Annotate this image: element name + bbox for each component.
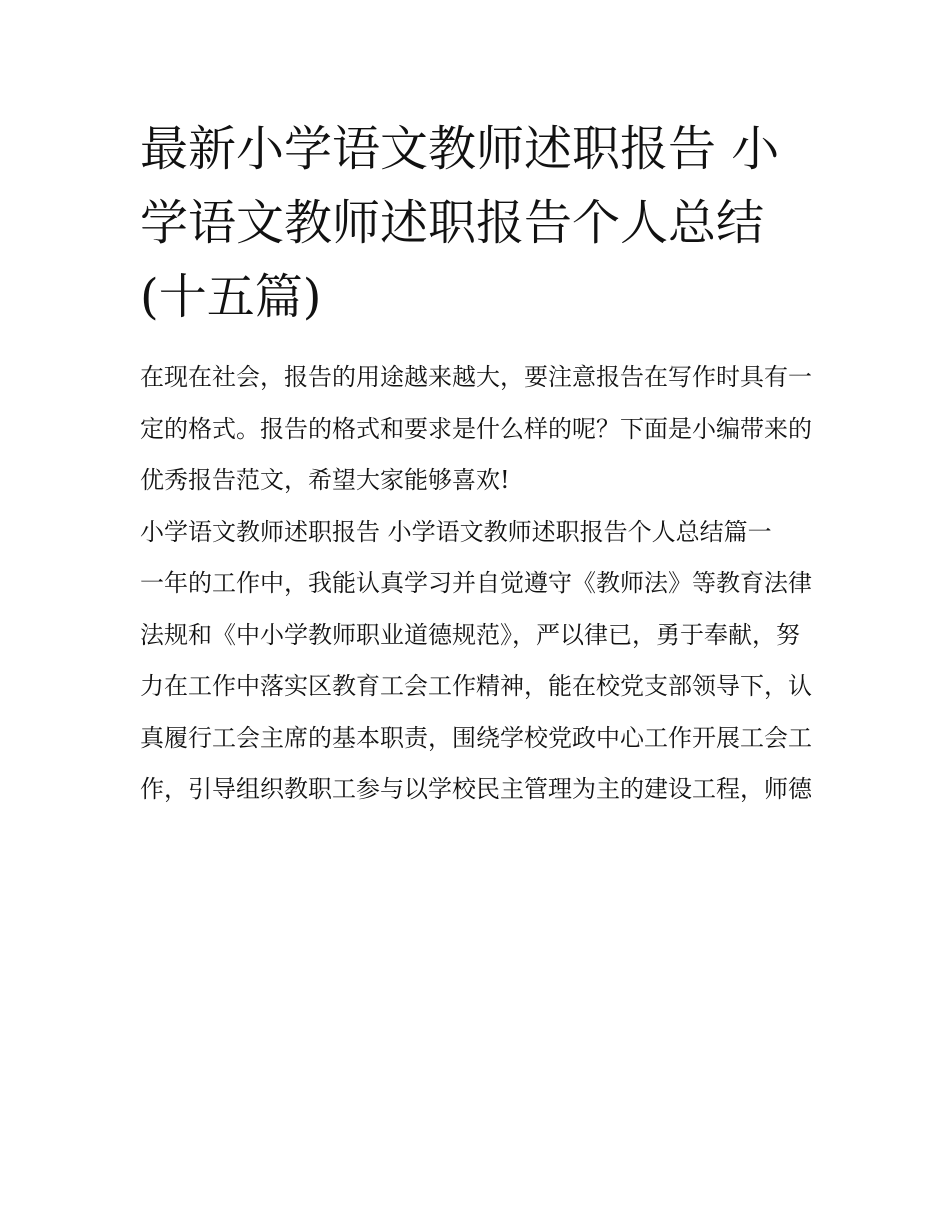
section-heading: 小学语文教师述职报告 小学语文教师述职报告个人总结篇一: [140, 517, 772, 546]
body-paragraph: 一年的工作中，我能认真学习并自觉遵守《教师法》等教育法律法规和《中小学教师职业道德规范》，严以律已，勇于奉献，努力在工作中落实区教育工会工作精神，能在校党支部领导下，认真履行工会主席的基本职责，围绕学校党政中心工作开展工会工作，引导组织教职工参与以学校民主管理为主的建设工程，师德: [140, 569, 812, 803]
intro-paragraph: 在现在社会，报告的用途越来越大，要注意报告在写作时具有一定的格式。报告的格式和要求是什么样的呢？下面是小编带来的优秀报告范文，希望大家能够喜欢!: [140, 363, 812, 494]
document-title: 最新小学语文教师述职报告 小学语文教师述职报告个人总结(十五篇): [140, 121, 780, 325]
document-content: [140, 112, 820, 816]
